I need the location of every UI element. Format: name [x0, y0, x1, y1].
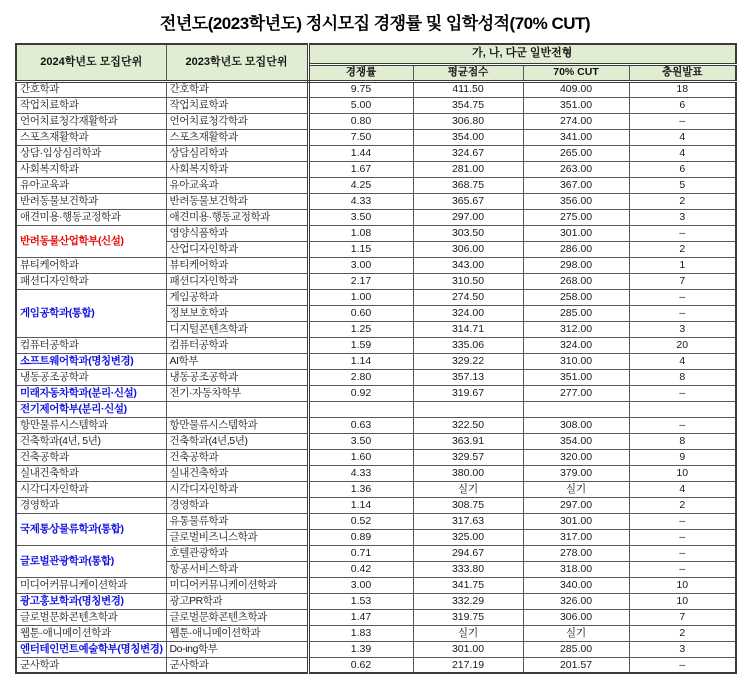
dept-2024-cell: 게임공학과(통합) [16, 289, 166, 337]
rate-cell: 1.08 [308, 225, 413, 241]
rate-cell: 1.00 [308, 289, 413, 305]
supplement-cell: 8 [629, 369, 736, 385]
avg-score-cell: 325.00 [413, 529, 523, 545]
table-row [16, 577, 736, 593]
table-row [16, 209, 736, 225]
cut-cell: 301.00 [523, 513, 629, 529]
rate-cell: 0.63 [308, 417, 413, 433]
dept-2023-cell: 유통물류학과 [166, 513, 308, 529]
supplement-cell: – [629, 417, 736, 433]
supplement-cell: – [629, 385, 736, 401]
table-row [16, 497, 736, 513]
dept-2023-cell: 게임공학과 [166, 289, 308, 305]
supplement-cell: 18 [629, 81, 736, 97]
supplement-cell: 10 [629, 593, 736, 609]
avg-score-cell: 329.22 [413, 353, 523, 369]
dept-2024-cell: 뷰티케어학과 [16, 257, 166, 273]
dept-2024-cell: 애견미용·행동교정학과 [16, 209, 166, 225]
rate-cell: 1.14 [308, 353, 413, 369]
table-header [16, 44, 736, 81]
dept-2023-cell: 유아교육과 [166, 177, 308, 193]
avg-score-cell: 306.00 [413, 241, 523, 257]
dept-2024-cell: 경영학과 [16, 497, 166, 513]
avg-score-cell: 341.75 [413, 577, 523, 593]
cut-cell: 258.00 [523, 289, 629, 305]
rate-cell: 1.15 [308, 241, 413, 257]
table-row [16, 625, 736, 641]
supplement-cell: – [629, 545, 736, 561]
rate-cell: 3.50 [308, 209, 413, 225]
dept-2023-cell: 웹툰·애니메이션학과 [166, 625, 308, 641]
cut-cell: 310.00 [523, 353, 629, 369]
dept-2023-cell: 시각디자인학과 [166, 481, 308, 497]
cut-cell: 326.00 [523, 593, 629, 609]
dept-2023-cell: 경영학과 [166, 497, 308, 513]
dept-2024-cell: 글로벌관광학과(통합) [16, 545, 166, 577]
dept-2023-cell: 간호학과 [166, 81, 308, 97]
dept-2023-cell: 실내건축학과 [166, 465, 308, 481]
avg-score-cell: 319.67 [413, 385, 523, 401]
dept-2023-cell: 호텔관광학과 [166, 545, 308, 561]
supplement-cell: 7 [629, 273, 736, 289]
avg-score-cell: 317.63 [413, 513, 523, 529]
rate-cell: 1.60 [308, 449, 413, 465]
avg-score-cell: 343.00 [413, 257, 523, 273]
rate-cell: 1.14 [308, 497, 413, 513]
supplement-cell: 10 [629, 465, 736, 481]
rate-cell: 1.39 [308, 641, 413, 657]
dept-2023-cell: 상담심리학과 [166, 145, 308, 161]
dept-2024-cell: 반려동물보건학과 [16, 193, 166, 209]
cut-cell: 379.00 [523, 465, 629, 481]
dept-2024-cell: 웹툰·애니메이션학과 [16, 625, 166, 641]
supplement-cell: – [629, 113, 736, 129]
rate-cell: 0.60 [308, 305, 413, 321]
rate-cell: 0.89 [308, 529, 413, 545]
dept-2023-cell: 컴퓨터공학과 [166, 337, 308, 353]
dept-2023-cell: 정보보호학과 [166, 305, 308, 321]
avg-score-cell [413, 401, 523, 417]
dept-2023-cell: 작업치료학과 [166, 97, 308, 113]
rate-cell: 3.50 [308, 433, 413, 449]
dept-2024-cell: 간호학과 [16, 81, 166, 97]
dept-2024-cell: 패션디자인학과 [16, 273, 166, 289]
avg-score-cell: 314.71 [413, 321, 523, 337]
cut-cell: 320.00 [523, 449, 629, 465]
rate-cell: 0.71 [308, 545, 413, 561]
cut-cell: 278.00 [523, 545, 629, 561]
avg-score-cell: 274.50 [413, 289, 523, 305]
cut-cell: 351.00 [523, 369, 629, 385]
avg-score-cell: 319.75 [413, 609, 523, 625]
avg-score-cell: 322.50 [413, 417, 523, 433]
supplement-cell: 6 [629, 97, 736, 113]
supplement-cell: 2 [629, 625, 736, 641]
cut-cell: 268.00 [523, 273, 629, 289]
table-row [16, 145, 736, 161]
dept-2024-cell: 냉동공조공학과 [16, 369, 166, 385]
rate-cell: 0.42 [308, 561, 413, 577]
dept-2024-cell: 전기제어학부(분리·신설) [16, 401, 166, 417]
avg-score-cell: 333.80 [413, 561, 523, 577]
avg-score-cell: 301.00 [413, 641, 523, 657]
supplement-cell: 2 [629, 497, 736, 513]
dept-2024-cell: 반려동물산업학부(신설) [16, 225, 166, 257]
dept-2023-cell: 영양식품학과 [166, 225, 308, 241]
rate-cell: 4.25 [308, 177, 413, 193]
table-row [16, 609, 736, 625]
supplement-cell: – [629, 225, 736, 241]
table-row [16, 113, 736, 129]
table-row [16, 353, 736, 369]
rate-cell: 1.83 [308, 625, 413, 641]
avg-score-cell: 380.00 [413, 465, 523, 481]
dept-2023-cell: 사회복지학과 [166, 161, 308, 177]
dept-2023-cell: 산업디자인학과 [166, 241, 308, 257]
cut-cell: 341.00 [523, 129, 629, 145]
table-row [16, 481, 736, 497]
header-dept-2023: 2023학년도 모집단위 [166, 44, 308, 81]
rate-cell: 4.33 [308, 465, 413, 481]
cut-cell: 301.00 [523, 225, 629, 241]
cut-cell: 285.00 [523, 641, 629, 657]
supplement-cell: 3 [629, 209, 736, 225]
dept-2024-cell: 군사학과 [16, 657, 166, 673]
rate-cell: 0.52 [308, 513, 413, 529]
dept-2023-cell: 반려동물보건학과 [166, 193, 308, 209]
rate-cell: 1.25 [308, 321, 413, 337]
cut-cell: 263.00 [523, 161, 629, 177]
avg-score-cell: 357.13 [413, 369, 523, 385]
avg-score-cell: 365.67 [413, 193, 523, 209]
table-row [16, 97, 736, 113]
rate-cell: 0.62 [308, 657, 413, 673]
supplement-cell: 10 [629, 577, 736, 593]
rate-cell: 1.53 [308, 593, 413, 609]
avg-score-cell: 217.19 [413, 657, 523, 673]
table-row [16, 273, 736, 289]
dept-2023-cell: 글로벌비즈니스학과 [166, 529, 308, 545]
avg-score-cell: 308.75 [413, 497, 523, 513]
header-supplementary: 충원발표 [629, 64, 736, 81]
supplement-cell: 9 [629, 449, 736, 465]
cut-cell: 354.00 [523, 433, 629, 449]
supplement-cell: 6 [629, 161, 736, 177]
cut-cell: 340.00 [523, 577, 629, 593]
table-row [16, 641, 736, 657]
table-row [16, 545, 736, 561]
rate-cell: 1.47 [308, 609, 413, 625]
cut-cell: 201.57 [523, 657, 629, 673]
cut-cell: 308.00 [523, 417, 629, 433]
cut-cell: 409.00 [523, 81, 629, 97]
dept-2024-cell: 스포츠재활학과 [16, 129, 166, 145]
supplement-cell: 1 [629, 257, 736, 273]
rate-cell: 2.17 [308, 273, 413, 289]
avg-score-cell: 281.00 [413, 161, 523, 177]
dept-2024-cell: 유아교육과 [16, 177, 166, 193]
dept-2024-cell: 사회복지학과 [16, 161, 166, 177]
cut-cell: 318.00 [523, 561, 629, 577]
dept-2023-cell: 미디어커뮤니케이션학과 [166, 577, 308, 593]
rate-cell: 7.50 [308, 129, 413, 145]
supplement-cell: 5 [629, 177, 736, 193]
cut-cell: 285.00 [523, 305, 629, 321]
cut-cell [523, 401, 629, 417]
admission-results-table [15, 43, 737, 674]
dept-2024-cell: 상담·임상심리학과 [16, 145, 166, 161]
table-row [16, 129, 736, 145]
supplement-cell: – [629, 657, 736, 673]
avg-score-cell: 332.29 [413, 593, 523, 609]
avg-score-cell: 실기 [413, 481, 523, 497]
header-70-cut: 70% CUT [523, 64, 629, 81]
rate-cell: 3.00 [308, 577, 413, 593]
cut-cell: 356.00 [523, 193, 629, 209]
dept-2024-cell: 미래자동차학과(분리·신설) [16, 385, 166, 401]
table-row [16, 385, 736, 401]
supplement-cell: – [629, 305, 736, 321]
dept-2024-cell: 컴퓨터공학과 [16, 337, 166, 353]
dept-2023-cell: 패션디자인학과 [166, 273, 308, 289]
dept-2023-cell: 전기·자동차학부 [166, 385, 308, 401]
table-row [16, 449, 736, 465]
rate-cell: 1.44 [308, 145, 413, 161]
rate-cell: 0.92 [308, 385, 413, 401]
dept-2023-cell: Do-ing학부 [166, 641, 308, 657]
supplement-cell: 4 [629, 353, 736, 369]
supplement-cell: 4 [629, 129, 736, 145]
table-row [16, 177, 736, 193]
supplement-cell: 4 [629, 145, 736, 161]
rate-cell: 0.80 [308, 113, 413, 129]
avg-score-cell: 335.06 [413, 337, 523, 353]
table-row [16, 257, 736, 273]
avg-score-cell: 363.91 [413, 433, 523, 449]
supplement-cell: – [629, 529, 736, 545]
dept-2023-cell: 항만물류시스템학과 [166, 417, 308, 433]
rate-cell: 3.00 [308, 257, 413, 273]
avg-score-cell: 368.75 [413, 177, 523, 193]
supplement-cell: 3 [629, 641, 736, 657]
header-competition-rate: 경쟁률 [308, 64, 413, 81]
avg-score-cell: 354.75 [413, 97, 523, 113]
dept-2024-cell: 시각디자인학과 [16, 481, 166, 497]
table-row [16, 593, 736, 609]
cut-cell: 275.00 [523, 209, 629, 225]
dept-2024-cell: 광고홍보학과(명칭변경) [16, 593, 166, 609]
rate-cell [308, 401, 413, 417]
cut-cell: 317.00 [523, 529, 629, 545]
supplement-cell: – [629, 289, 736, 305]
supplement-cell: 7 [629, 609, 736, 625]
table-row [16, 417, 736, 433]
avg-score-cell: 324.00 [413, 305, 523, 321]
table-row [16, 401, 736, 417]
cut-cell: 306.00 [523, 609, 629, 625]
supplement-cell: – [629, 513, 736, 529]
table-row [16, 465, 736, 481]
supplement-cell: 2 [629, 241, 736, 257]
rate-cell: 4.33 [308, 193, 413, 209]
table-row [16, 433, 736, 449]
supplement-cell: 20 [629, 337, 736, 353]
dept-2024-cell: 건축공학과 [16, 449, 166, 465]
dept-2023-cell [166, 401, 308, 417]
table-row [16, 289, 736, 305]
dept-2024-cell: 실내건축학과 [16, 465, 166, 481]
rate-cell: 9.75 [308, 81, 413, 97]
rate-cell: 1.36 [308, 481, 413, 497]
cut-cell: 265.00 [523, 145, 629, 161]
avg-score-cell: 354.00 [413, 129, 523, 145]
dept-2023-cell: 냉동공조공학과 [166, 369, 308, 385]
cut-cell: 298.00 [523, 257, 629, 273]
rate-cell: 1.59 [308, 337, 413, 353]
avg-score-cell: 실기 [413, 625, 523, 641]
supplement-cell [629, 401, 736, 417]
table-row [16, 513, 736, 529]
cut-cell: 274.00 [523, 113, 629, 129]
avg-score-cell: 310.50 [413, 273, 523, 289]
dept-2023-cell: 스포츠재활학과 [166, 129, 308, 145]
avg-score-cell: 329.57 [413, 449, 523, 465]
table-row [16, 225, 736, 241]
rate-cell: 2.80 [308, 369, 413, 385]
table-row [16, 161, 736, 177]
dept-2023-cell: 건축공학과 [166, 449, 308, 465]
rate-cell: 5.00 [308, 97, 413, 113]
avg-score-cell: 303.50 [413, 225, 523, 241]
avg-score-cell: 324.67 [413, 145, 523, 161]
page-title: 전년도(2023학년도) 정시모집 경쟁률 및 입학성적(70% CUT) [159, 14, 591, 33]
dept-2024-cell: 작업치료학과 [16, 97, 166, 113]
dept-2024-cell: 소프트웨어학과(명칭변경) [16, 353, 166, 369]
supplement-cell: 2 [629, 193, 736, 209]
avg-score-cell: 294.67 [413, 545, 523, 561]
dept-2023-cell: 광고PR학과 [166, 593, 308, 609]
table-row [16, 337, 736, 353]
table-row [16, 81, 736, 97]
supplement-cell: 3 [629, 321, 736, 337]
avg-score-cell: 297.00 [413, 209, 523, 225]
supplement-cell: 4 [629, 481, 736, 497]
cut-cell: 실기 [523, 481, 629, 497]
supplement-cell: – [629, 561, 736, 577]
dept-2024-cell: 언어치료청각재활학과 [16, 113, 166, 129]
dept-2024-cell: 글로벌문화콘텐츠학과 [16, 609, 166, 625]
rate-cell: 1.67 [308, 161, 413, 177]
cut-cell: 297.00 [523, 497, 629, 513]
dept-2024-cell: 건축학과(4년, 5년) [16, 433, 166, 449]
cut-cell: 324.00 [523, 337, 629, 353]
cut-cell: 실기 [523, 625, 629, 641]
dept-2023-cell: 글로벌문화콘텐츠학과 [166, 609, 308, 625]
avg-score-cell: 306.80 [413, 113, 523, 129]
table-row [16, 193, 736, 209]
dept-2023-cell: 군사학과 [166, 657, 308, 673]
dept-2023-cell: 애견미용·행동교정학과 [166, 209, 308, 225]
dept-2023-cell: 언어치료청각학과 [166, 113, 308, 129]
dept-2023-cell: 건축학과(4년,5년) [166, 433, 308, 449]
dept-2023-cell: 디지털콘텐츠학과 [166, 321, 308, 337]
cut-cell: 277.00 [523, 385, 629, 401]
dept-2023-cell: 항공서비스학과 [166, 561, 308, 577]
dept-2024-cell: 미디어커뮤니케이션학과 [16, 577, 166, 593]
header-admission-group: 가, 나, 다군 일반전형 [308, 44, 736, 64]
cut-cell: 367.00 [523, 177, 629, 193]
supplement-cell: 8 [629, 433, 736, 449]
header-average-score: 평균점수 [413, 64, 523, 81]
dept-2024-cell: 항만물류시스템학과 [16, 417, 166, 433]
cut-cell: 351.00 [523, 97, 629, 113]
dept-2024-cell: 엔터테인먼트예술학부(명칭변경) [16, 641, 166, 657]
dept-2023-cell: AI학부 [166, 353, 308, 369]
avg-score-cell: 411.50 [413, 81, 523, 97]
table-body [16, 81, 736, 673]
header-dept-2024: 2024학년도 모집단위 [16, 44, 166, 81]
cut-cell: 286.00 [523, 241, 629, 257]
table-row [16, 369, 736, 385]
dept-2024-cell: 국제통상물류학과(통합) [16, 513, 166, 545]
dept-2023-cell: 뷰티케어학과 [166, 257, 308, 273]
cut-cell: 312.00 [523, 321, 629, 337]
table-row [16, 657, 736, 673]
